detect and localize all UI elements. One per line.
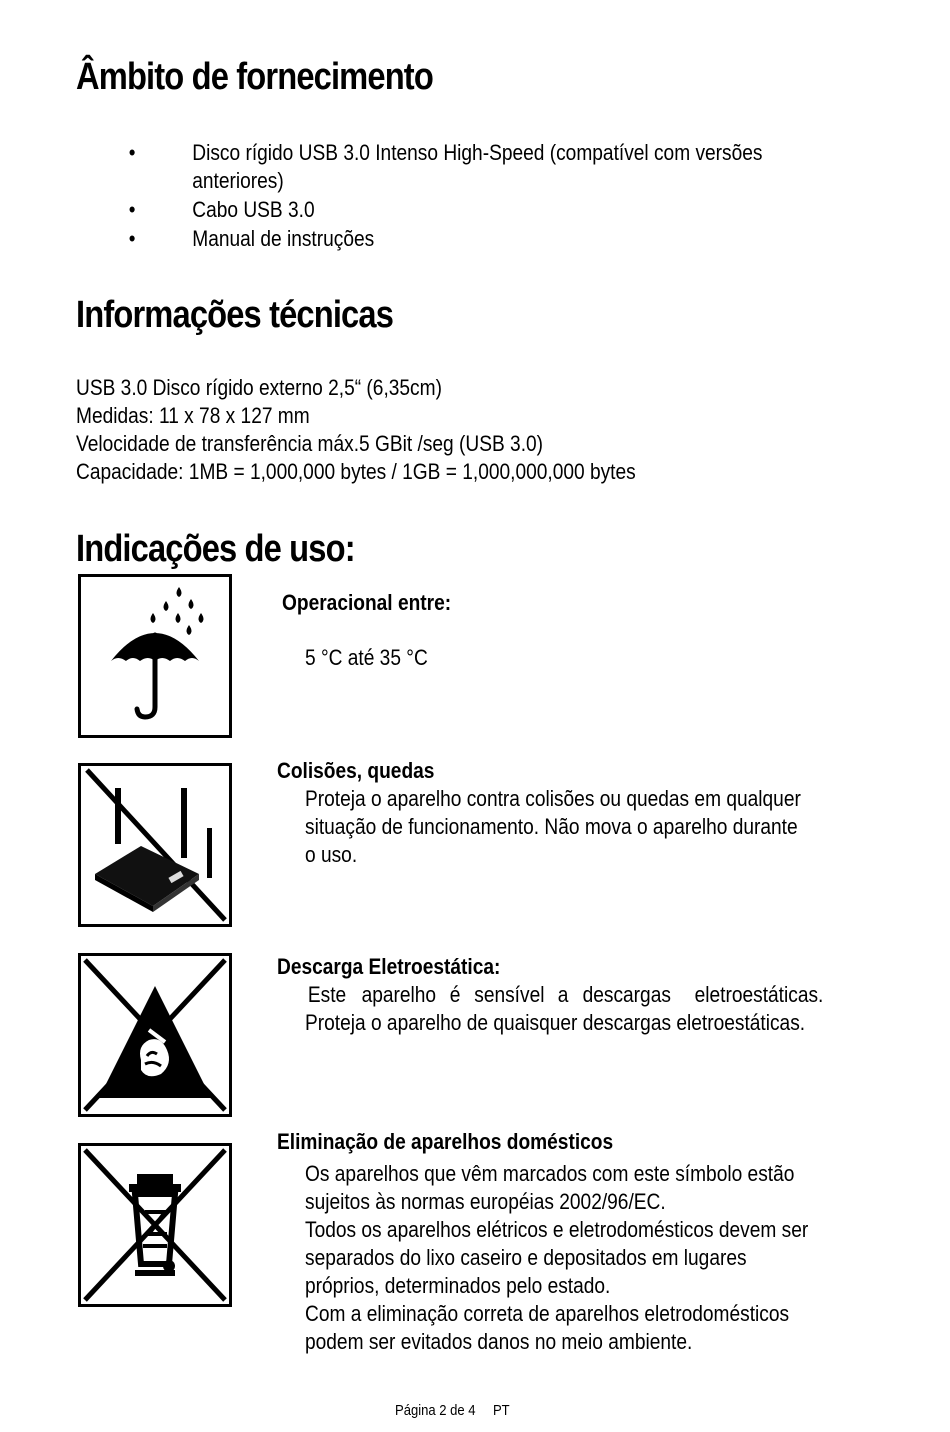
justified-word: sensível [473,982,545,1007]
usage-text-impact: Proteja o aparelho contra colisões ou quedas em qualquer [305,786,801,811]
bullet-icon: • [128,197,136,222]
esd-warning-icon [78,953,232,1117]
usage-title-impact: Colisões, quedas [277,758,435,783]
crossed-bin-icon [78,1143,232,1307]
spec-line: Capacidade: 1MB = 1,000,000 bytes / 1GB = 1,000,000,000 bytes [76,459,636,484]
justified-word: é [449,982,461,1007]
justified-word: a [557,982,569,1007]
justified-word: aparelho [361,982,437,1007]
spec-line: Velocidade de transferência máx.5 GBit /seg (USB 3.0) [76,431,544,456]
justified-word: descargas [582,982,672,1007]
usage-text-operating: 5 °C até 35 °C [305,645,428,670]
usage-text-disposal: próprios, determinados pelo estado. [305,1273,611,1298]
heading-tech: Informações técnicas [76,294,394,336]
usage-text-esd: Proteja o aparelho de quaisquer descargas eletroestáticas. [305,1010,806,1035]
manual-page: Âmbito de fornecimento • Disco rígido USB 3.0 Intenso High-Speed (compatível com versões anteriores) • Cabo USB 3.0 • Manual de instruções Informações técnicas USB 3.0 Disco rígido externo 2,5“ (6,35cm) Medidas: 11 x 78 x 127 mm Velocidade de transferência máx.5 GBit /seg (USB 3.0) Capacidade: 1MB = 1,000,000 bytes / 1GB = 1,000,000,000 bytes Indicações de uso: Operacional entre: 5 °C até 35 °C Colisões, quedas Proteja o aparelho contra colisões ou quedas em qualquer situação de funcionamento. Não mova o aparelho durante o uso. Descarga Eletroestática: Este aparelho é sensível a descargas eletroestáticas. Proteja o aparelho de quaisquer descargas eletroestáticas. Eliminação de aparelhos domésticos Os aparelhos que vêm marcados com este símbolo estão sujeitos às normas européias 2002/96/EC. Todos os aparelhos elétricos e eletrodomésticos devem ser separados do lixo caseiro e depositados em lugares próprios, determinados pelo estado. Com a eliminação correta de aparelhos eletrodomésticos podem ser evitados danos no meio ambiente. Página 2 de 4 PT [0,0,950,1432]
usage-text-disposal: Com a eliminação correta de aparelhos eletrodomésticos [305,1301,790,1326]
usage-title-esd: Descarga Eletroestática: [277,954,501,979]
heading-usage: Indicações de uso: [76,528,355,570]
spec-line: USB 3.0 Disco rígido externo 2,5“ (6,35cm) [76,375,442,400]
spec-line: Medidas: 11 x 78 x 127 mm [76,403,310,428]
usage-text-esd [305,981,833,1009]
usage-text-impact: o uso. [305,842,358,867]
usage-text-disposal: separados do lixo caseiro e depositados em lugares [305,1245,747,1270]
usage-title-operating: Operacional entre: [282,590,452,615]
usage-text-impact: situação de funcionamento. Não mova o aparelho durante [305,814,798,839]
usage-text-disposal: Todos os aparelhos elétricos e eletrodomésticos devem ser [305,1217,809,1242]
bullet-icon: • [128,140,136,165]
no-impact-icon [78,763,232,927]
usage-text-disposal: Os aparelhos que vêm marcados com este símbolo estão [305,1161,795,1186]
usage-text-esd-justified [305,981,833,1009]
usage-title-disposal: Eliminação de aparelhos domésticos [277,1129,614,1154]
umbrella-icon [78,574,232,738]
page-number: Página 2 de 4 [395,1402,476,1419]
justified-word: eletroestáticas. [694,982,824,1007]
language-code: PT [492,1402,510,1419]
usage-text-disposal: podem ser evitados danos no meio ambiente. [305,1329,693,1354]
heading-scope: Âmbito de fornecimento [76,56,433,98]
usage-text-disposal: sujeitos às normas européias 2002/96/EC. [305,1189,666,1214]
justified-word: Este [307,982,347,1007]
page-footer [395,1402,510,1419]
bullet-icon: • [128,226,136,251]
